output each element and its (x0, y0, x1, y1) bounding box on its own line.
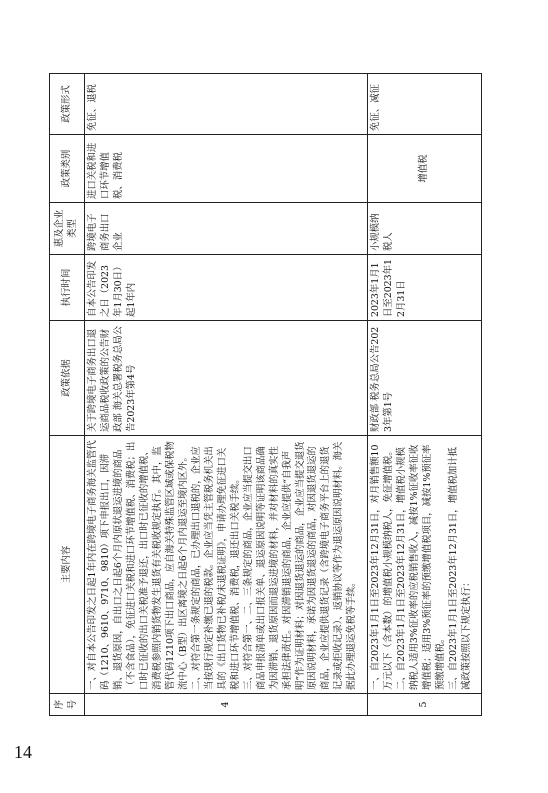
header-form: 政策形式 (50, 74, 85, 135)
row-enterprise: 跨境电子商务出口企业 (85, 203, 368, 255)
table-row (368, 74, 482, 716)
content-paragraph: 二、自2023年1月1日至2023年12月31日，增值税小规模纳税人适用3%征收率的应税销售收入，减按1%征收率征收增值税；适用3%预征率的预缴增值税项目，减按1%预征率预缴增值税。 (395, 444, 446, 690)
row-basis: 财政部 税务总局公告2023年第1号 (368, 321, 482, 436)
header-content: 主要内容 (50, 436, 85, 694)
row-no: 5 (368, 694, 482, 716)
row-enterprise: 小规模纳税人 (368, 203, 482, 255)
header-time: 执行时间 (50, 255, 85, 321)
content-paragraph: 一、对自本公告印发之日起1年内在跨境电子商务海关监管代码（1210、9610、9710、9810）项下申报出口，因滞销、退货原因，自出口之日起6个月内原状退运进境的商品（不含食品），免征进口关税和进口环节增值税、消费税；出口时已征收的出口关税准予退还，出口时已征收的增值税、消费税参照内销货物发生退货有关税收规定执行。其中，监管代码1210项下出口商品，应自海关特殊监管区域或保税物流中心（B型）出区离境之日起6个月内退运至境内区外。 (87, 440, 189, 690)
content-paragraph: 三、自2023年1月1日至2023年12月31日，增值税加计抵减政策按照以下规定执行： (447, 447, 472, 690)
row-time: 自本公告印发之日（2023年1月30日）起1年内 (85, 255, 368, 321)
table-header-row (50, 74, 85, 716)
content-paragraph: 二、对符合第一条规定的商品，已办理出口退税的，企业应当按现行规定补缴已退的税款。企业应当凭主管税务机关出具的《出口货物已补税/未退税证明》，申请办理免征进口关税和进口环节增值税、消费税，退还出口关税手续。 (190, 446, 241, 690)
row-category: 进口关税和进口环节增值税、消费税 (85, 135, 368, 203)
rotated-page (49, 74, 482, 716)
header-no: 序号 (50, 694, 85, 716)
table-row (85, 74, 368, 716)
row-no: 4 (85, 694, 368, 716)
header-basis: 政策依据 (50, 321, 85, 436)
row-form: 免征、减征 (368, 74, 482, 135)
row-content (368, 436, 482, 694)
header-enterprise: 惠及企业类型 (50, 203, 85, 255)
policy-table (49, 73, 482, 716)
row-content (85, 436, 368, 694)
row-time: 2023年1月1日至2023年12月31日 (368, 255, 482, 321)
row-category: 增值税 (368, 135, 482, 203)
content-paragraph: 一、自2023年1月1日至2023年12月31日，对月销售额10万元以下（含本数）的增值税小规模纳税人，免征增值税。 (370, 444, 394, 690)
page-number: 14 (14, 742, 32, 762)
row-form: 免征、退税 (85, 74, 368, 135)
header-category: 政策类别 (50, 135, 85, 203)
content-paragraph: 三、对符合第一、二、三条规定的商品，企业应当提交出口商品申报清单或出口报关单、退运原因说明等证明该商品确为因滞销、退货原因而退运进境的材料，并对材料的真实性承担法律责任。对因滞销退运的商品，企业应提供“自我声明”作为证明材料；对因退货退运的商品，企业应当提交退货原因说明材料，承诺为因退货退运的商品，对因退货退运的商品，企业应提供退货记录（含跨境电子商务平台上的退货记录或拒收记录）、返销协议等作为退运原因说明材料。海关据此办理退运免税等手续。 (242, 441, 358, 690)
row-basis: 关于跨境电子商务出口退运商品税收政策的公告财政部 海关总署税务总局公告2023年第4号 (85, 321, 368, 436)
